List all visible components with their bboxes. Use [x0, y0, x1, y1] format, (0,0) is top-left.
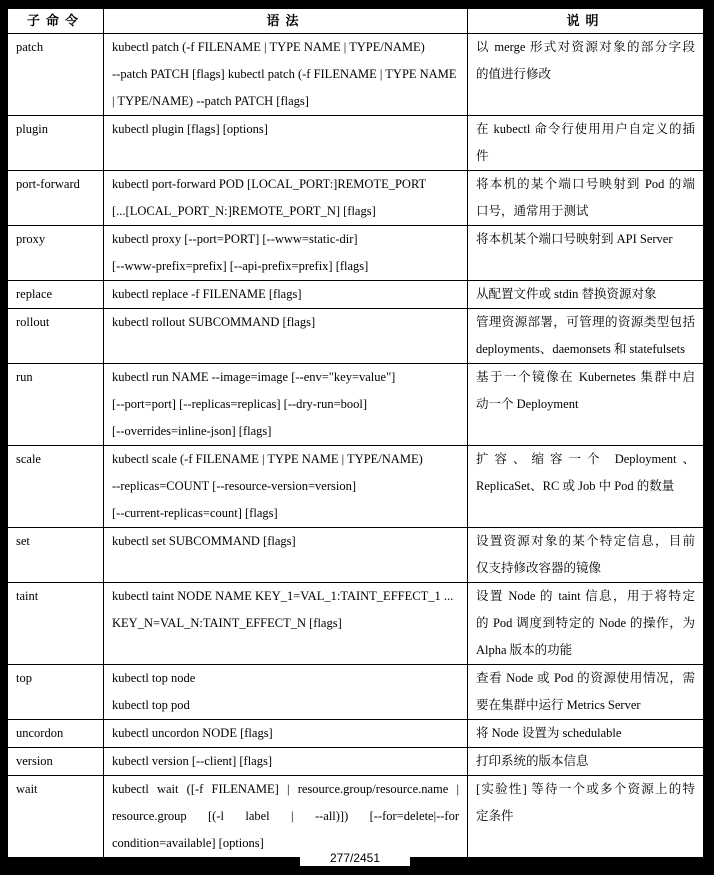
table-row	[8, 446, 704, 528]
syntax-cell	[104, 665, 468, 720]
syntax-cell	[104, 583, 468, 665]
syntax-cell	[104, 309, 468, 364]
syntax-line: kubectl port-forward POD [LOCAL_PORT:]REMOTE_PORT	[112, 177, 427, 191]
description-line: deployments、daemonsets 和 statefulsets	[476, 342, 685, 356]
description-line: 的值进行修改	[476, 67, 552, 81]
command-cell: run	[8, 364, 104, 446]
syntax-cell	[104, 171, 468, 226]
description-cell	[468, 364, 704, 446]
table-row	[8, 171, 704, 226]
syntax-line: kubectl replace -f FILENAME [flags]	[112, 287, 302, 301]
syntax-line: KEY_N=VAL_N:TAINT_EFFECT_N [flags]	[112, 616, 342, 630]
description-line: 打印系统的版本信息	[476, 754, 589, 768]
command-cell: rollout	[8, 309, 104, 364]
syntax-cell	[104, 226, 468, 281]
syntax-line: [...[LOCAL_PORT_N:]REMOTE_PORT_N] [flags]	[112, 204, 376, 218]
description-line: 设置 Node 的 taint 信息，用于将特定	[476, 589, 695, 603]
description-line: Alpha 版本的功能	[476, 643, 573, 657]
description-line: 管理资源部署，可管理的资源类型包括	[476, 315, 695, 329]
description-line: 以 merge 形式对资源对象的部分字段	[476, 40, 695, 54]
table-row	[8, 226, 704, 281]
syntax-cell	[104, 776, 468, 858]
command-cell: replace	[8, 281, 104, 309]
syntax-line: condition=available] [options]	[112, 836, 264, 850]
description-line: 件	[476, 149, 489, 163]
description-line: ReplicaSet、RC 或 Job 中 Pod 的数量	[476, 479, 675, 493]
description-line: 从配置文件或 stdin 替换资源对象	[476, 287, 657, 301]
syntax-cell	[104, 364, 468, 446]
syntax-line: kubectl run NAME --image=image [--env="key=value"]	[112, 370, 396, 384]
syntax-line: kubectl proxy [--port=PORT] [--www=static-dir]	[112, 232, 358, 246]
syntax-line: [--current-replicas=count] [flags]	[112, 506, 278, 520]
syntax-line: kubectl version [--client] [flags]	[112, 754, 273, 768]
command-cell: version	[8, 748, 104, 776]
syntax-line: kubectl plugin [flags] [options]	[112, 122, 268, 136]
description-cell	[468, 583, 704, 665]
syntax-line: [--port=port] [--replicas=replicas] [--dry-run=bool]	[112, 397, 368, 411]
kubectl-subcommand-table	[7, 8, 704, 858]
description-line: 口号，通常用于测试	[476, 204, 589, 218]
table-row	[8, 528, 704, 583]
syntax-line: kubectl top node	[112, 671, 196, 685]
table-row	[8, 364, 704, 446]
table-row	[8, 720, 704, 748]
table-row	[8, 116, 704, 171]
header-description: 说明	[468, 9, 704, 34]
description-line: 定条件	[476, 809, 514, 823]
syntax-line: kubectl patch (-f FILENAME | TYPE NAME | TYPE/NAME)	[112, 40, 425, 54]
syntax-line: [--overrides=inline-json] [flags]	[112, 424, 272, 438]
syntax-line: resource.group [(-l label | --all)]) [--for=delete|--for	[112, 809, 459, 823]
command-cell: patch	[8, 34, 104, 116]
syntax-cell	[104, 446, 468, 528]
syntax-line: kubectl uncordon NODE [flags]	[112, 726, 273, 740]
syntax-line: kubectl taint NODE NAME KEY_1=VAL_1:TAINT_EFFECT_1 ...	[112, 589, 454, 603]
description-cell	[468, 528, 704, 583]
description-cell	[468, 226, 704, 281]
description-line: 的 Pod 调度到特定的 Node 的操作，为	[476, 616, 695, 630]
syntax-cell	[104, 116, 468, 171]
description-cell	[468, 446, 704, 528]
description-line: 扩容、缩容一个 Deployment、	[476, 452, 695, 466]
description-cell	[468, 665, 704, 720]
table-row	[8, 583, 704, 665]
syntax-cell	[104, 720, 468, 748]
table-row	[8, 309, 704, 364]
syntax-line: kubectl rollout SUBCOMMAND [flags]	[112, 315, 316, 329]
description-cell	[468, 34, 704, 116]
syntax-line: --patch PATCH [flags] kubectl patch (-f FILENAME | TYPE NAME	[112, 67, 457, 81]
description-cell	[468, 720, 704, 748]
syntax-line: kubectl scale (-f FILENAME | TYPE NAME | TYPE/NAME)	[112, 452, 423, 466]
command-cell: set	[8, 528, 104, 583]
table-row	[8, 748, 704, 776]
command-cell: port-forward	[8, 171, 104, 226]
command-cell: proxy	[8, 226, 104, 281]
description-line: [实验性] 等待一个或多个资源上的特	[476, 782, 695, 796]
table-row	[8, 665, 704, 720]
syntax-line: kubectl wait ([-f FILENAME] | resource.group/resource.name |	[112, 782, 459, 796]
description-cell	[468, 281, 704, 309]
description-cell	[468, 116, 704, 171]
table-header-row	[8, 9, 704, 34]
description-line: 设置资源对象的某个特定信息，目前	[476, 534, 695, 548]
syntax-line: kubectl set SUBCOMMAND [flags]	[112, 534, 296, 548]
syntax-cell	[104, 281, 468, 309]
description-cell	[468, 309, 704, 364]
description-line: 动一个 Deployment	[476, 397, 579, 411]
description-cell	[468, 748, 704, 776]
command-cell: top	[8, 665, 104, 720]
description-line: 仅支持修改容器的镜像	[476, 561, 602, 575]
command-cell: wait	[8, 776, 104, 858]
syntax-line: | TYPE/NAME) --patch PATCH [flags]	[112, 94, 309, 108]
description-line: 将本机某个端口号映射到 API Server	[476, 232, 673, 246]
description-line: 在 kubectl 命令行使用用户自定义的插	[476, 122, 695, 136]
description-line: 要在集群中运行 Metrics Server	[476, 698, 641, 712]
description-line: 查看 Node 或 Pod 的资源使用情况，需	[476, 671, 695, 685]
table-row	[8, 34, 704, 116]
header-syntax: 语法	[104, 9, 468, 34]
syntax-cell	[104, 528, 468, 583]
syntax-line: --replicas=COUNT [--resource-version=version]	[112, 479, 356, 493]
command-cell: plugin	[8, 116, 104, 171]
syntax-line: kubectl top pod	[112, 698, 190, 712]
command-cell: scale	[8, 446, 104, 528]
description-cell	[468, 776, 704, 858]
syntax-cell	[104, 748, 468, 776]
description-line: 将本机的某个端口号映射到 Pod 的端	[476, 177, 695, 191]
page-number: 277/2451	[300, 850, 410, 866]
description-cell	[468, 171, 704, 226]
table-row	[8, 281, 704, 309]
description-line: 将 Node 设置为 schedulable	[476, 726, 622, 740]
table-row	[8, 776, 704, 858]
header-command: 子命令	[8, 9, 104, 34]
syntax-line: [--www-prefix=prefix] [--api-prefix=prefix] [flags]	[112, 259, 369, 273]
syntax-cell	[104, 34, 468, 116]
description-line: 基于一个镜像在 Kubernetes 集群中启	[476, 370, 695, 384]
command-cell: taint	[8, 583, 104, 665]
command-cell: uncordon	[8, 720, 104, 748]
